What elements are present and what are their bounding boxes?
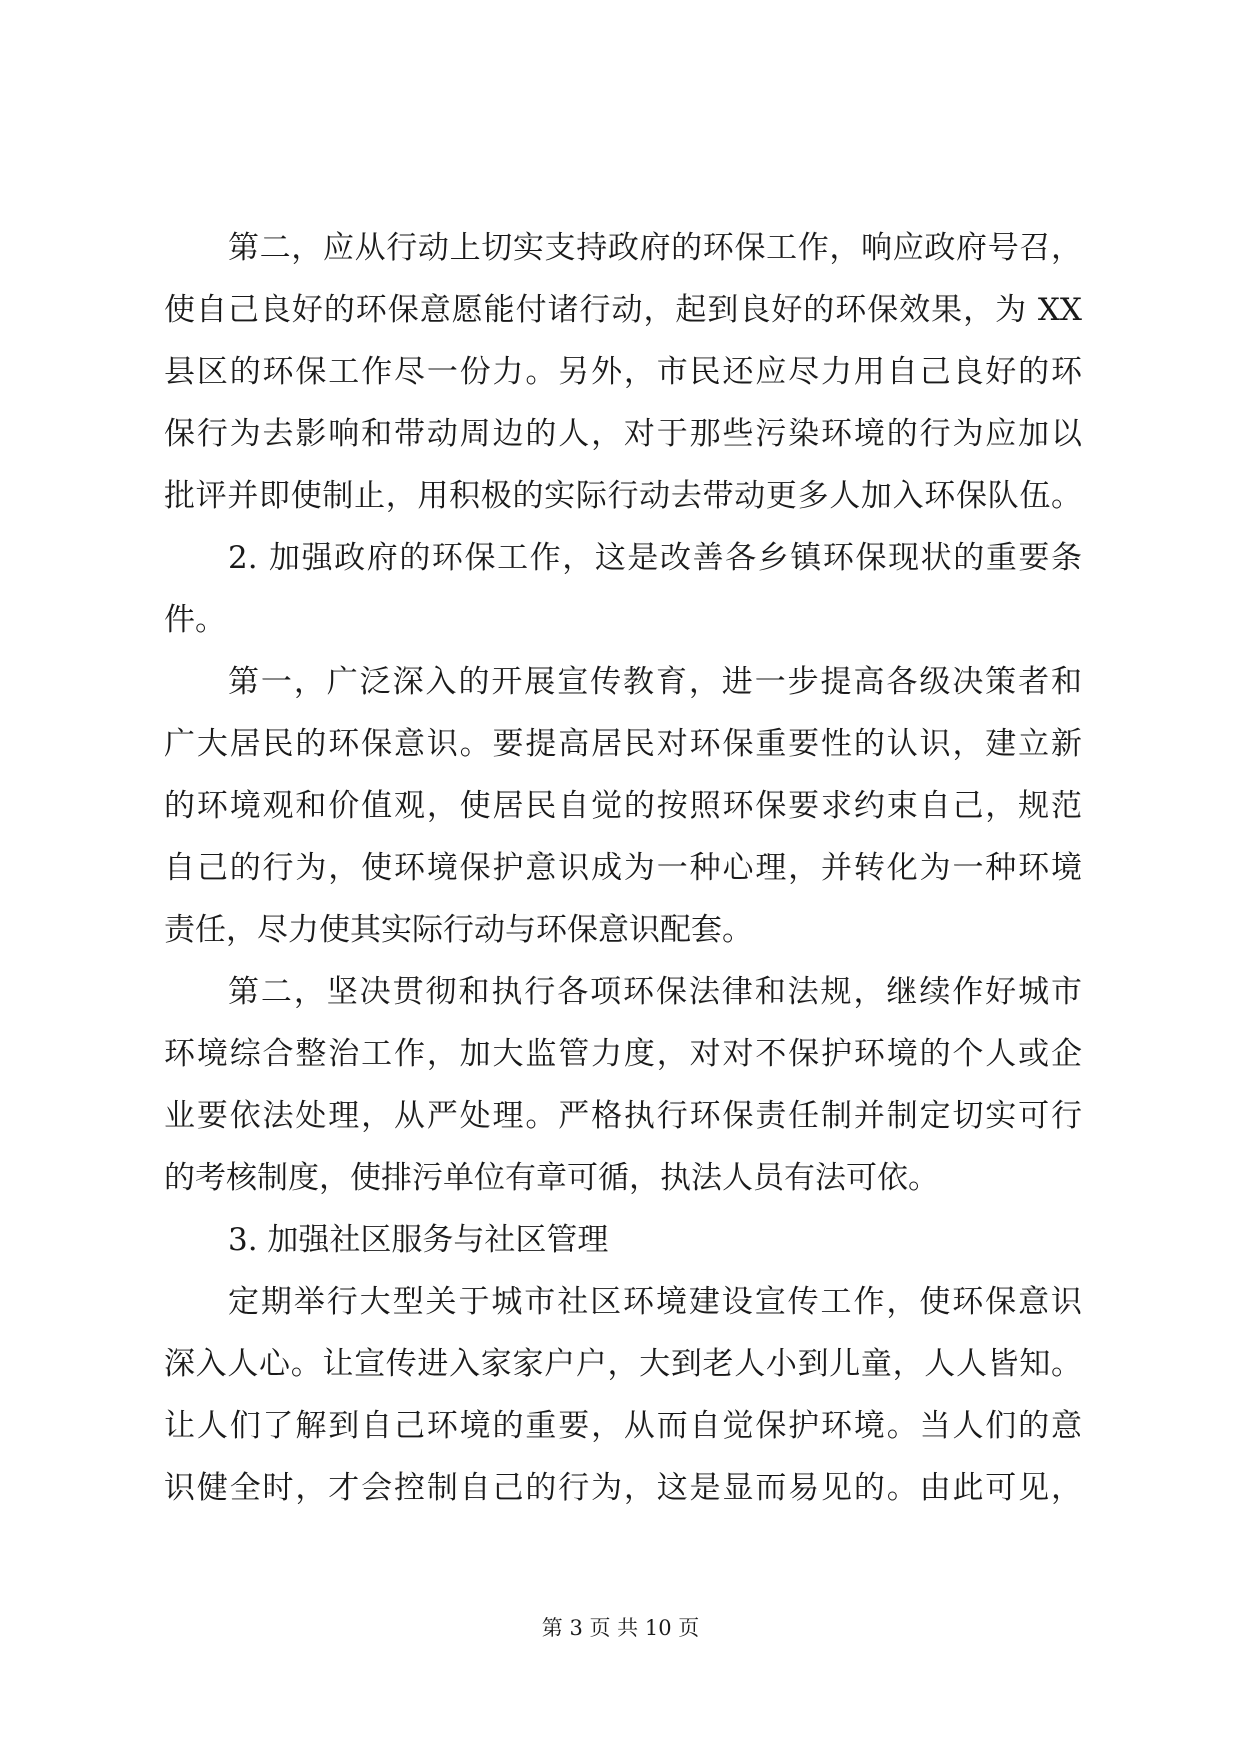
paragraph-line: 县区的环保工作尽一份力。另外，市民还应尽力用自己良好的环: [164, 354, 1082, 390]
paragraph-line: 第一，广泛深入的开展宣传教育，进一步提高各级决策者和: [228, 664, 1082, 700]
paragraph-line: 环境综合整治工作，加大监管力度，对对不保护环境的个人或企: [164, 1036, 1082, 1072]
paragraph-line: 广大居民的环保意识。要提高居民对环保重要性的认识，建立新: [164, 726, 1082, 762]
paragraph-line: 的环境观和价值观，使居民自觉的按照环保要求约束自己，规范: [164, 788, 1082, 824]
paragraph-line: 深入人心。让宣传进入家家户户，大到老人小到儿童，人人皆知。: [164, 1346, 1082, 1382]
paragraph-line: 第二，坚决贯彻和执行各项环保法律和法规，继续作好城市: [228, 974, 1082, 1010]
paragraph-line: 使自己良好的环保意愿能付诸行动，起到良好的环保效果，为 XX: [164, 292, 1082, 328]
paragraph-line: 2. 加强政府的环保工作，这是改善各乡镇环保现状的重要条: [228, 540, 1082, 576]
paragraph-line: 定期举行大型关于城市社区环境建设宣传工作，使环保意识: [228, 1284, 1082, 1320]
paragraph-line: 识健全时，才会控制自己的行为，这是显而易见的。由此可见，: [164, 1470, 1082, 1506]
paragraph-line: 的考核制度，使排污单位有章可循，执法人员有法可依。: [164, 1160, 939, 1196]
paragraph-line: 业要依法处理，从严处理。严格执行环保责任制并制定切实可行: [164, 1098, 1082, 1134]
section-heading: 3. 加强社区服务与社区管理: [228, 1222, 609, 1258]
paragraph-line: 第二，应从行动上切实支持政府的环保工作，响应政府号召，: [228, 230, 1082, 266]
page-number-footer: 第 3 页 共 10 页: [541, 1616, 700, 1640]
paragraph-line: 件。: [164, 602, 226, 638]
paragraph-line: 保行为去影响和带动周边的人，对于那些污染环境的行为应加以: [164, 416, 1082, 452]
paragraph-line: 自己的行为，使环境保护意识成为一种心理，并转化为一种环境: [164, 850, 1082, 886]
paragraph-line: 让人们了解到自己环境的重要，从而自觉保护环境。当人们的意: [164, 1408, 1082, 1444]
paragraph-line: 责任，尽力使其实际行动与环保意识配套。: [164, 912, 753, 948]
paragraph-line: 批评并即使制止，用积极的实际行动去带动更多人加入环保队伍。: [164, 478, 1082, 514]
